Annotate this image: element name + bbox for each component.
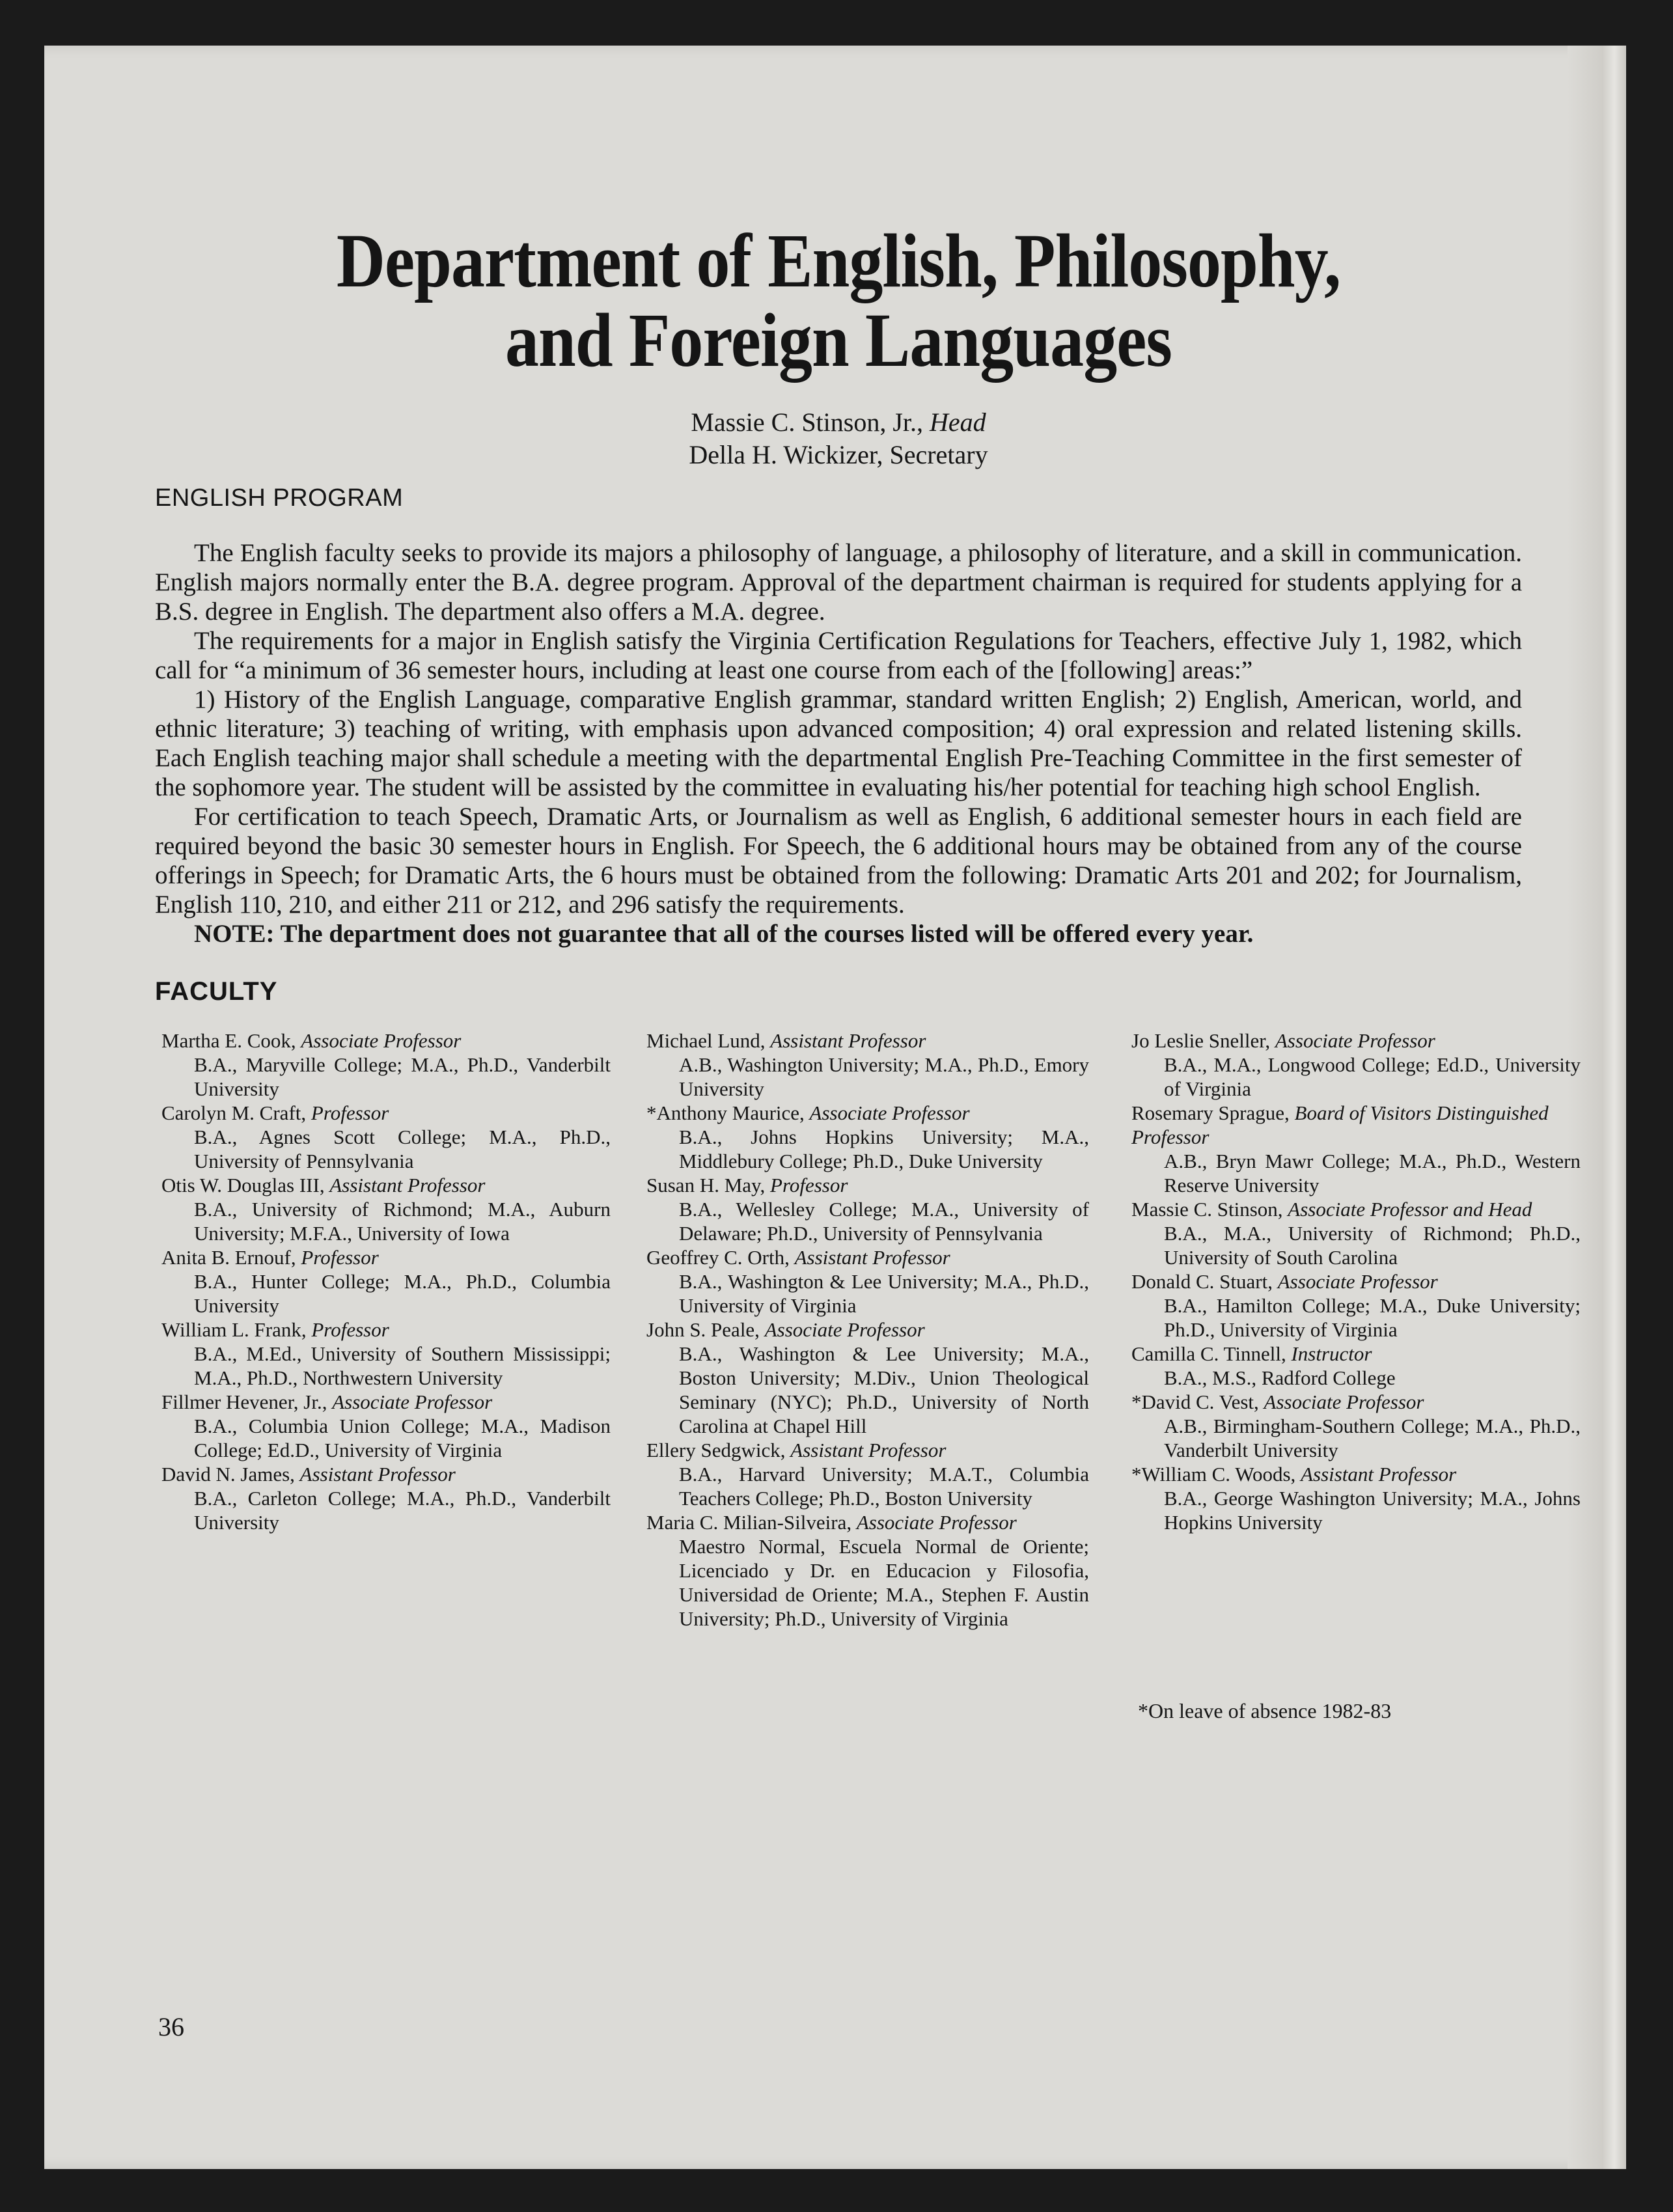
faculty-title: Assistant Professor <box>790 1439 947 1461</box>
page-number: 36 <box>158 2012 184 2041</box>
faculty-name-line <box>1131 1029 1581 1053</box>
faculty-title: Associate Professor <box>856 1511 1017 1534</box>
title-line-2: and Foreign Languages <box>505 297 1172 383</box>
faculty-name-line <box>646 1438 1089 1462</box>
faculty-degrees: B.A., Hunter College; M.A., Ph.D., Columbia University <box>194 1270 611 1317</box>
head-block <box>155 406 1522 471</box>
footnote: *On leave of absence 1982-83 <box>1138 1699 1392 1722</box>
faculty-name: Rosemary Sprague, <box>1131 1101 1290 1124</box>
faculty-entry <box>161 1245 611 1318</box>
faculty-name-line <box>1131 1101 1581 1149</box>
faculty-title: Instructor <box>1291 1342 1372 1365</box>
faculty-title: Professor <box>770 1174 848 1196</box>
faculty-entry <box>646 1101 1089 1173</box>
faculty-degrees: B.A., Columbia Union College; M.A., Madison College; Ed.D., University of Virginia <box>194 1415 611 1461</box>
head-line <box>155 406 1522 439</box>
faculty-entry <box>646 1510 1089 1631</box>
faculty-name-line <box>161 1245 611 1269</box>
faculty-degrees: B.A., Wellesley College; M.A., University of Delaware; Ph.D., University of Pennsylvania <box>679 1198 1089 1245</box>
faculty-name-line <box>1131 1390 1581 1414</box>
faculty-degrees: B.A., Hamilton College; M.A., Duke University; Ph.D., University of Virginia <box>1164 1294 1581 1341</box>
faculty-title: Professor <box>301 1246 379 1269</box>
faculty-title: Associate Professor <box>809 1101 970 1124</box>
note-paragraph: NOTE: The department does not guarantee that all of the courses listed will be offered every year. <box>194 920 1254 948</box>
faculty-degrees: B.A., Carleton College; M.A., Ph.D., Vanderbilt University <box>194 1487 611 1534</box>
faculty-entry <box>1131 1269 1581 1342</box>
faculty-title: Assistant Professor <box>329 1174 486 1196</box>
faculty-column-1 <box>161 1029 611 1534</box>
faculty-name: Carolyn M. Craft, <box>161 1101 307 1124</box>
faculty-title: Professor <box>311 1318 389 1341</box>
faculty-title: Professor <box>311 1101 389 1124</box>
faculty-name: Otis W. Douglas III, <box>161 1174 325 1196</box>
faculty-name: Fillmer Hevener, Jr., <box>161 1390 327 1413</box>
faculty-entry <box>646 1438 1089 1510</box>
faculty-name-line <box>161 1318 611 1342</box>
faculty-entry <box>1131 1462 1581 1534</box>
program-description <box>155 538 1522 948</box>
faculty-entry <box>1131 1342 1581 1390</box>
head-role: Head <box>930 408 986 437</box>
paragraph: The English faculty seeks to provide its majors a philosophy of language, a philosophy of literature, and a skill in communication. English majors normally enter the B.A. degree program. Approval of the department chairman is required for students applying for a B.S. degree in English. The department also offers a M.A. degree. <box>155 539 1522 626</box>
faculty-title: Associate Professor and Head <box>1288 1198 1532 1221</box>
paragraph: The requirements for a major in English satisfy the Virginia Certification Regulations for Teachers, effective July 1, 1982, which call for “a minimum of 36 semester hours, including at least one course from each of the [following] areas:” <box>155 627 1522 684</box>
faculty-name: *Anthony Maurice, <box>646 1101 805 1124</box>
faculty-name-line <box>1131 1462 1581 1486</box>
faculty-name-line <box>161 1462 611 1486</box>
page <box>44 46 1626 2169</box>
faculty-entry <box>646 1029 1089 1101</box>
faculty-entry <box>161 1462 611 1534</box>
faculty-entry <box>646 1318 1089 1438</box>
faculty-degrees: B.A., M.Ed., University of Southern Mississippi; M.A., Ph.D., Northwestern University <box>194 1342 611 1389</box>
faculty-name: Maria C. Milian-Silveira, <box>646 1511 852 1534</box>
faculty-degrees: B.A., Maryville College; M.A., Ph.D., Vanderbilt University <box>194 1053 611 1100</box>
faculty-title: Associate Professor <box>1277 1270 1438 1293</box>
faculty-degrees: B.A., Agnes Scott College; M.A., Ph.D., University of Pennsylvania <box>194 1126 611 1172</box>
faculty-name-line <box>646 1245 1089 1269</box>
faculty-degrees: A.B., Washington University; M.A., Ph.D., Emory University <box>679 1053 1089 1100</box>
faculty-entry <box>646 1173 1089 1245</box>
faculty-column-2 <box>646 1029 1089 1631</box>
faculty-name: Ellery Sedgwick, <box>646 1439 786 1461</box>
faculty-name: Massie C. Stinson, <box>1131 1198 1283 1221</box>
faculty-title: Assistant Professor <box>299 1463 456 1486</box>
page-title <box>237 218 1440 383</box>
faculty-title: Board of Visitors Distinguished Professor <box>1131 1101 1549 1148</box>
faculty-name: John S. Peale, <box>646 1318 760 1341</box>
faculty-name-line <box>161 1101 611 1125</box>
faculty-name: Camilla C. Tinnell, <box>1131 1342 1286 1365</box>
content <box>155 218 1581 1745</box>
faculty-entry <box>1131 1390 1581 1462</box>
faculty-title: Associate Professor <box>764 1318 925 1341</box>
faculty-name: Martha E. Cook, <box>161 1029 296 1052</box>
faculty-name: *David C. Vest, <box>1131 1390 1259 1413</box>
faculty-name: Michael Lund, <box>646 1029 766 1052</box>
secretary-line: Della H. Wickizer, Secretary <box>689 440 988 469</box>
faculty-title: Assistant Professor <box>794 1246 950 1269</box>
paragraph: 1) History of the English Language, comparative English grammar, standard written English; 2) English, American, world, and ethnic literature; 3) teaching of writing, with emphasis upon advanced composition; 4) oral expression and related listening skills. Each English teaching major shall schedule a meeting with the departmental English Pre-Teaching Committee in the first semester of the sophomore year. The student will be assisted by the committee in evaluating his/her potential for teaching high school English. <box>155 685 1522 801</box>
faculty-heading: FACULTY <box>155 977 278 1006</box>
faculty-degrees: A.B., Birmingham-Southern College; M.A., Ph.D., Vanderbilt University <box>1164 1415 1581 1461</box>
faculty-degrees: B.A., Washington & Lee University; M.A., Boston University; M.Div., Union Theological Seminary (NYC); Ph.D., University of North Carolina at Chapel Hill <box>679 1342 1089 1437</box>
faculty-entry <box>1131 1197 1581 1269</box>
faculty-name-line <box>1131 1269 1581 1293</box>
faculty-column-3 <box>1131 1029 1581 1534</box>
faculty-degrees: Maestro Normal, Escuela Normal de Oriente; Licenciado y Dr. en Educacion y Filosofia, Universidad de Oriente; M.A., Stephen F. Austin University; Ph.D., University of Virginia <box>679 1535 1089 1630</box>
faculty-name-line <box>646 1510 1089 1534</box>
section-heading: ENGLISH PROGRAM <box>155 484 404 512</box>
faculty-degrees: B.A., M.A., Longwood College; Ed.D., University of Virginia <box>1164 1053 1581 1100</box>
faculty-entry <box>161 1390 611 1462</box>
faculty-degrees: A.B., Bryn Mawr College; M.A., Ph.D., Western Reserve University <box>1164 1150 1581 1196</box>
faculty-name: *William C. Woods, <box>1131 1463 1296 1486</box>
faculty-title: Associate Professor <box>332 1390 493 1413</box>
faculty-name: David N. James, <box>161 1463 295 1486</box>
faculty-name: Donald C. Stuart, <box>1131 1270 1273 1293</box>
faculty-name-line <box>1131 1342 1581 1366</box>
faculty-entry <box>161 1101 611 1173</box>
faculty-degrees: B.A., Harvard University; M.A.T., Columbia Teachers College; Ph.D., Boston University <box>679 1463 1089 1510</box>
title-line-1: Department of English, Philosophy, <box>336 218 1341 303</box>
faculty-name-line <box>161 1390 611 1414</box>
faculty-title: Assistant Professor <box>770 1029 926 1052</box>
faculty-entry <box>1131 1101 1581 1197</box>
faculty-title: Associate Professor <box>301 1029 462 1052</box>
faculty-degrees: B.A., M.A., University of Richmond; Ph.D., University of South Carolina <box>1164 1222 1581 1269</box>
faculty-title: Associate Professor <box>1275 1029 1435 1052</box>
faculty-name: Jo Leslie Sneller, <box>1131 1029 1271 1052</box>
faculty-name-line <box>646 1029 1089 1053</box>
faculty-entry <box>161 1318 611 1390</box>
head-name: Massie C. Stinson, Jr., <box>691 408 924 437</box>
faculty-entry <box>161 1173 611 1245</box>
faculty-entry <box>1131 1029 1581 1101</box>
faculty-entry <box>646 1245 1089 1318</box>
faculty-list <box>155 1029 1581 1745</box>
faculty-name-line <box>161 1029 611 1053</box>
faculty-degrees: B.A., M.S., Radford College <box>1164 1366 1396 1389</box>
faculty-name-line <box>646 1173 1089 1197</box>
faculty-degrees: B.A., George Washington University; M.A., Johns Hopkins University <box>1164 1487 1581 1534</box>
faculty-name: Anita B. Ernouf, <box>161 1246 296 1269</box>
faculty-entry <box>161 1029 611 1101</box>
faculty-title: Assistant Professor <box>1301 1463 1457 1486</box>
faculty-degrees: B.A., Johns Hopkins University; M.A., Middlebury College; Ph.D., Duke University <box>679 1126 1089 1172</box>
faculty-name-line <box>646 1318 1089 1342</box>
paragraph: For certification to teach Speech, Dramatic Arts, or Journalism as well as English, 6 additional semester hours in each field are required beyond the basic 30 semester hours in English. For Speech, the 6 additional hours may be obtained from any of the course offerings in Speech; for Dramatic Arts, the 6 hours must be obtained from the following: Dramatic Arts 201 and 202; for Journalism, English 110, 210, and either 211 or 212, and 296 satisfy the requirements. <box>155 803 1522 919</box>
faculty-name: William L. Frank, <box>161 1318 307 1341</box>
faculty-name: Geoffrey C. Orth, <box>646 1246 790 1269</box>
faculty-degrees: B.A., University of Richmond; M.A., Auburn University; M.F.A., University of Iowa <box>194 1198 611 1245</box>
faculty-title: Associate Professor <box>1264 1390 1424 1413</box>
faculty-name-line <box>1131 1197 1581 1221</box>
faculty-name-line <box>161 1173 611 1197</box>
faculty-name-line <box>646 1101 1089 1125</box>
faculty-degrees: B.A., Washington & Lee University; M.A., Ph.D., University of Virginia <box>679 1270 1089 1317</box>
faculty-name: Susan H. May, <box>646 1174 766 1196</box>
